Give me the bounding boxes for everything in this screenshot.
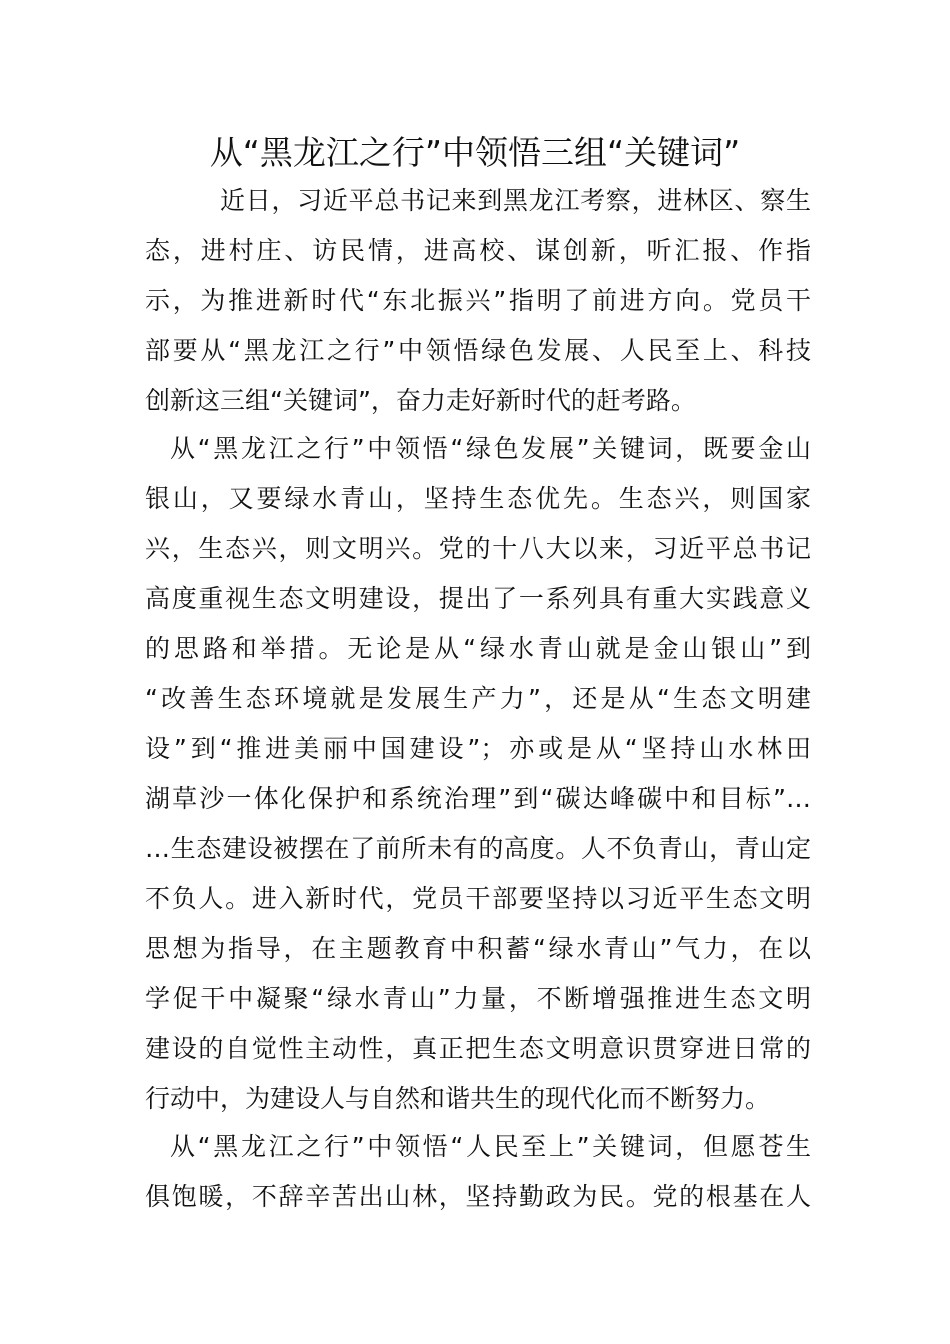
text-line: 态，进村庄、访民情，进高校、谋创新，听汇报、作指 bbox=[145, 236, 811, 265]
text-line: 从“黑龙江之行”中领悟“绿色发展”关键词，既要金山 bbox=[170, 434, 811, 463]
text-line: 银山，又要绿水青山，坚持生态优先。生态兴，则国家 bbox=[145, 484, 811, 513]
text-line: 行动中，为建设人与自然和谐共生的现代化而不断努力。 bbox=[145, 1084, 771, 1113]
text-line: 湖草沙一体化保护和系统治理”到“碳达峰碳中和目标”… bbox=[145, 784, 811, 813]
text-line: 的思路和举措。无论是从“绿水青山就是金山银山”到 bbox=[145, 634, 811, 663]
text-line: 思想为指导，在主题教育中积蓄“绿水青山”气力，在以 bbox=[145, 934, 811, 963]
text-line: 高度重视生态文明建设，提出了一系列具有重大实践意义 bbox=[145, 584, 811, 613]
text-line: 示，为推进新时代“东北振兴”指明了前进方向。党员干 bbox=[145, 286, 811, 315]
paragraph-intro bbox=[145, 176, 811, 426]
text-line: 从“黑龙江之行”中领悟“人民至上”关键词，但愿苍生 bbox=[170, 1132, 811, 1161]
text-line: 不负人。进入新时代，党员干部要坚持以习近平生态文明 bbox=[145, 884, 811, 913]
text-line: “改善生态环境就是发展生产力”，还是从“生态文明建 bbox=[145, 684, 811, 713]
text-line: 学促干中凝聚“绿水青山”力量，不断增强推进生态文明 bbox=[145, 984, 811, 1013]
text-line: 创新这三组“关键词”，奋力走好新时代的赶考路。 bbox=[145, 386, 696, 415]
text-line: 建设的自觉性主动性，真正把生态文明意识贯穿进日常的 bbox=[145, 1034, 811, 1063]
paragraph-people-first bbox=[145, 1122, 811, 1222]
text-line: …生态建设被摆在了前所未有的高度。人不负青山，青山定 bbox=[145, 834, 811, 863]
paragraph-green-development bbox=[145, 424, 811, 1124]
text-line: 设”到“推进美丽中国建设”；亦或是从“坚持山水林田 bbox=[145, 734, 811, 763]
text-line: 俱饱暖，不辞辛苦出山林，坚持勤政为民。党的根基在人 bbox=[145, 1182, 811, 1211]
text-line: 部要从“黑龙江之行”中领悟绿色发展、人民至上、科技 bbox=[145, 336, 811, 365]
document-title: 从“黑龙江之行”中领悟三组“关键词” bbox=[209, 133, 741, 172]
text-line: 兴，生态兴，则文明兴。党的十八大以来，习近平总书记 bbox=[145, 534, 811, 563]
text-line: 近日，习近平总书记来到黑龙江考察，进林区、察生 bbox=[220, 186, 811, 215]
